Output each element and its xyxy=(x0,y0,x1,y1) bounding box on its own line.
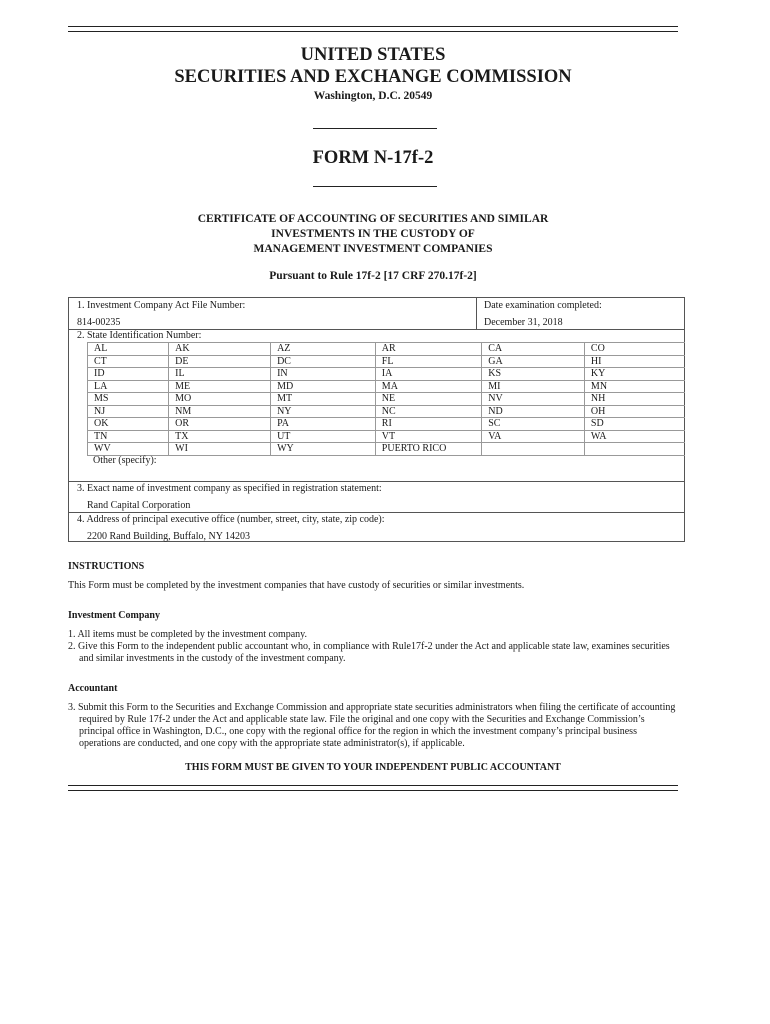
state-cell[interactable]: NC xyxy=(375,405,481,418)
agency-line-2: SECURITIES AND EXCHANGE COMMISSION xyxy=(174,67,572,87)
state-cell[interactable]: WI xyxy=(169,443,271,456)
state-cell[interactable]: ID xyxy=(88,368,169,381)
company-name-label: 3. Exact name of investment company as specified in registration statement: xyxy=(77,483,382,494)
instructions-heading: INSTRUCTIONS xyxy=(68,561,145,572)
state-cell[interactable]: PA xyxy=(271,418,376,431)
state-id-label: 2. State Identification Number: xyxy=(77,330,202,341)
state-cell[interactable]: MT xyxy=(271,393,376,406)
state-cell[interactable]: KS xyxy=(482,368,585,381)
state-cell[interactable]: NJ xyxy=(88,405,169,418)
state-cell[interactable]: NY xyxy=(271,405,376,418)
state-cell[interactable]: GA xyxy=(482,355,585,368)
file-number-field[interactable]: 814-00235 xyxy=(77,317,121,328)
address-label: 4. Address of principal executive office (number, street, city, state, zip code): xyxy=(77,514,385,525)
state-row xyxy=(88,355,686,368)
state-cell[interactable]: MN xyxy=(584,380,685,393)
instructions-intro: This Form must be completed by the investment companies that have custody of securities or similar investments. xyxy=(68,580,525,591)
state-cell[interactable]: FL xyxy=(375,355,481,368)
state-cell xyxy=(584,443,685,456)
state-row xyxy=(88,380,686,393)
state-cell[interactable]: TX xyxy=(169,430,271,443)
instruction-item-1: 1. All items must be completed by the investment company. xyxy=(68,629,308,640)
state-row xyxy=(88,393,686,406)
state-cell[interactable]: MI xyxy=(482,380,585,393)
top-double-rule xyxy=(68,26,678,32)
certificate-line-3: MANAGEMENT INVESTMENT COMPANIES xyxy=(253,243,493,255)
state-row xyxy=(88,343,686,356)
state-cell[interactable]: PUERTO RICO xyxy=(375,443,481,456)
state-row xyxy=(88,443,686,456)
state-cell[interactable]: DE xyxy=(169,355,271,368)
pursuant-rule: Pursuant to Rule 17f-2 [17 CRF 270.17f-2] xyxy=(269,270,477,282)
instruction-item-2: 2. Give this Form to the independent public accountant who, in compliance with Rule17f-2 under the Act and applicable state law, examines securities and similar investments in the custody of the investment company. xyxy=(68,641,670,664)
certificate-title xyxy=(68,212,678,257)
date-examination-label: Date examination completed: xyxy=(484,300,602,311)
state-cell[interactable]: CA xyxy=(482,343,585,356)
agency-name xyxy=(68,44,678,88)
state-cell[interactable]: VA xyxy=(482,430,585,443)
state-cell[interactable]: OR xyxy=(169,418,271,431)
state-cell[interactable]: AK xyxy=(169,343,271,356)
footer-notice: THIS FORM MUST BE GIVEN TO YOUR INDEPENDENT PUBLIC ACCOUNTANT xyxy=(185,762,561,773)
file-number-label: 1. Investment Company Act File Number: xyxy=(77,300,246,311)
state-cell[interactable]: VT xyxy=(375,430,481,443)
state-cell[interactable]: LA xyxy=(88,380,169,393)
state-cell[interactable]: NV xyxy=(482,393,585,406)
other-specify-label: Other (specify): xyxy=(93,455,157,466)
state-cell[interactable]: AL xyxy=(88,343,169,356)
state-cell[interactable]: MS xyxy=(88,393,169,406)
agency-city: Washington, D.C. 20549 xyxy=(313,90,433,102)
state-cell[interactable]: TN xyxy=(88,430,169,443)
title-rule-bottom xyxy=(313,186,437,187)
state-row xyxy=(88,418,686,431)
instruction-item-3: 3. Submit this Form to the Securities and Exchange Commission and appropriate state securities administrators when filing the certificate of accounting required by Rule 17f-2 under the Act and applicable state law. File the original and one copy with the Securities and Exchange Commission’s principal office in Washington, D.C., one copy with the regional office for the region in which the investment company’s principal business operations are conducted, and one copy with the appropriate state administrator(s), if applicable. xyxy=(68,702,676,749)
state-cell[interactable]: WV xyxy=(88,443,169,456)
state-cell xyxy=(482,443,585,456)
state-cell[interactable]: MD xyxy=(271,380,376,393)
state-cell[interactable]: KY xyxy=(584,368,685,381)
date-examination-field[interactable]: December 31, 2018 xyxy=(484,317,563,328)
certificate-line-2: INVESTMENTS IN THE CUSTODY OF xyxy=(271,228,475,240)
accountant-heading: Accountant xyxy=(68,683,118,694)
state-cell[interactable]: OK xyxy=(88,418,169,431)
row-divider-3 xyxy=(68,512,685,513)
company-name-field[interactable]: Rand Capital Corporation xyxy=(87,500,191,511)
form-title: FORM N-17f-2 xyxy=(312,148,434,168)
title-rule-top xyxy=(313,128,437,129)
state-row xyxy=(88,405,686,418)
certificate-line-1: CERTIFICATE OF ACCOUNTING OF SECURITIES AND SIMILAR xyxy=(197,213,549,225)
state-cell[interactable]: ME xyxy=(169,380,271,393)
state-cell[interactable]: CO xyxy=(584,343,685,356)
state-table xyxy=(87,342,685,456)
state-cell[interactable]: ND xyxy=(482,405,585,418)
state-cell[interactable]: HI xyxy=(584,355,685,368)
state-cell[interactable]: IA xyxy=(375,368,481,381)
state-cell[interactable]: NH xyxy=(584,393,685,406)
state-cell[interactable]: NM xyxy=(169,405,271,418)
state-cell[interactable]: MO xyxy=(169,393,271,406)
agency-line-1: UNITED STATES xyxy=(300,45,446,65)
state-row xyxy=(88,430,686,443)
state-cell[interactable]: IN xyxy=(271,368,376,381)
state-cell[interactable]: WA xyxy=(584,430,685,443)
state-cell[interactable]: SD xyxy=(584,418,685,431)
state-cell[interactable]: OH xyxy=(584,405,685,418)
state-row xyxy=(88,368,686,381)
bottom-double-rule xyxy=(68,785,678,791)
state-cell[interactable]: CT xyxy=(88,355,169,368)
state-cell[interactable]: DC xyxy=(271,355,376,368)
state-cell[interactable]: RI xyxy=(375,418,481,431)
state-cell[interactable]: MA xyxy=(375,380,481,393)
state-cell[interactable]: WY xyxy=(271,443,376,456)
state-cell[interactable]: UT xyxy=(271,430,376,443)
investment-company-heading: Investment Company xyxy=(68,610,160,621)
state-cell[interactable]: NE xyxy=(375,393,481,406)
date-column-divider xyxy=(476,297,477,329)
state-cell[interactable]: IL xyxy=(169,368,271,381)
state-cell[interactable]: SC xyxy=(482,418,585,431)
state-cell[interactable]: AZ xyxy=(271,343,376,356)
address-field[interactable]: 2200 Rand Building, Buffalo, NY 14203 xyxy=(87,531,251,542)
state-cell[interactable]: AR xyxy=(375,343,481,356)
row-divider-2 xyxy=(68,481,685,482)
